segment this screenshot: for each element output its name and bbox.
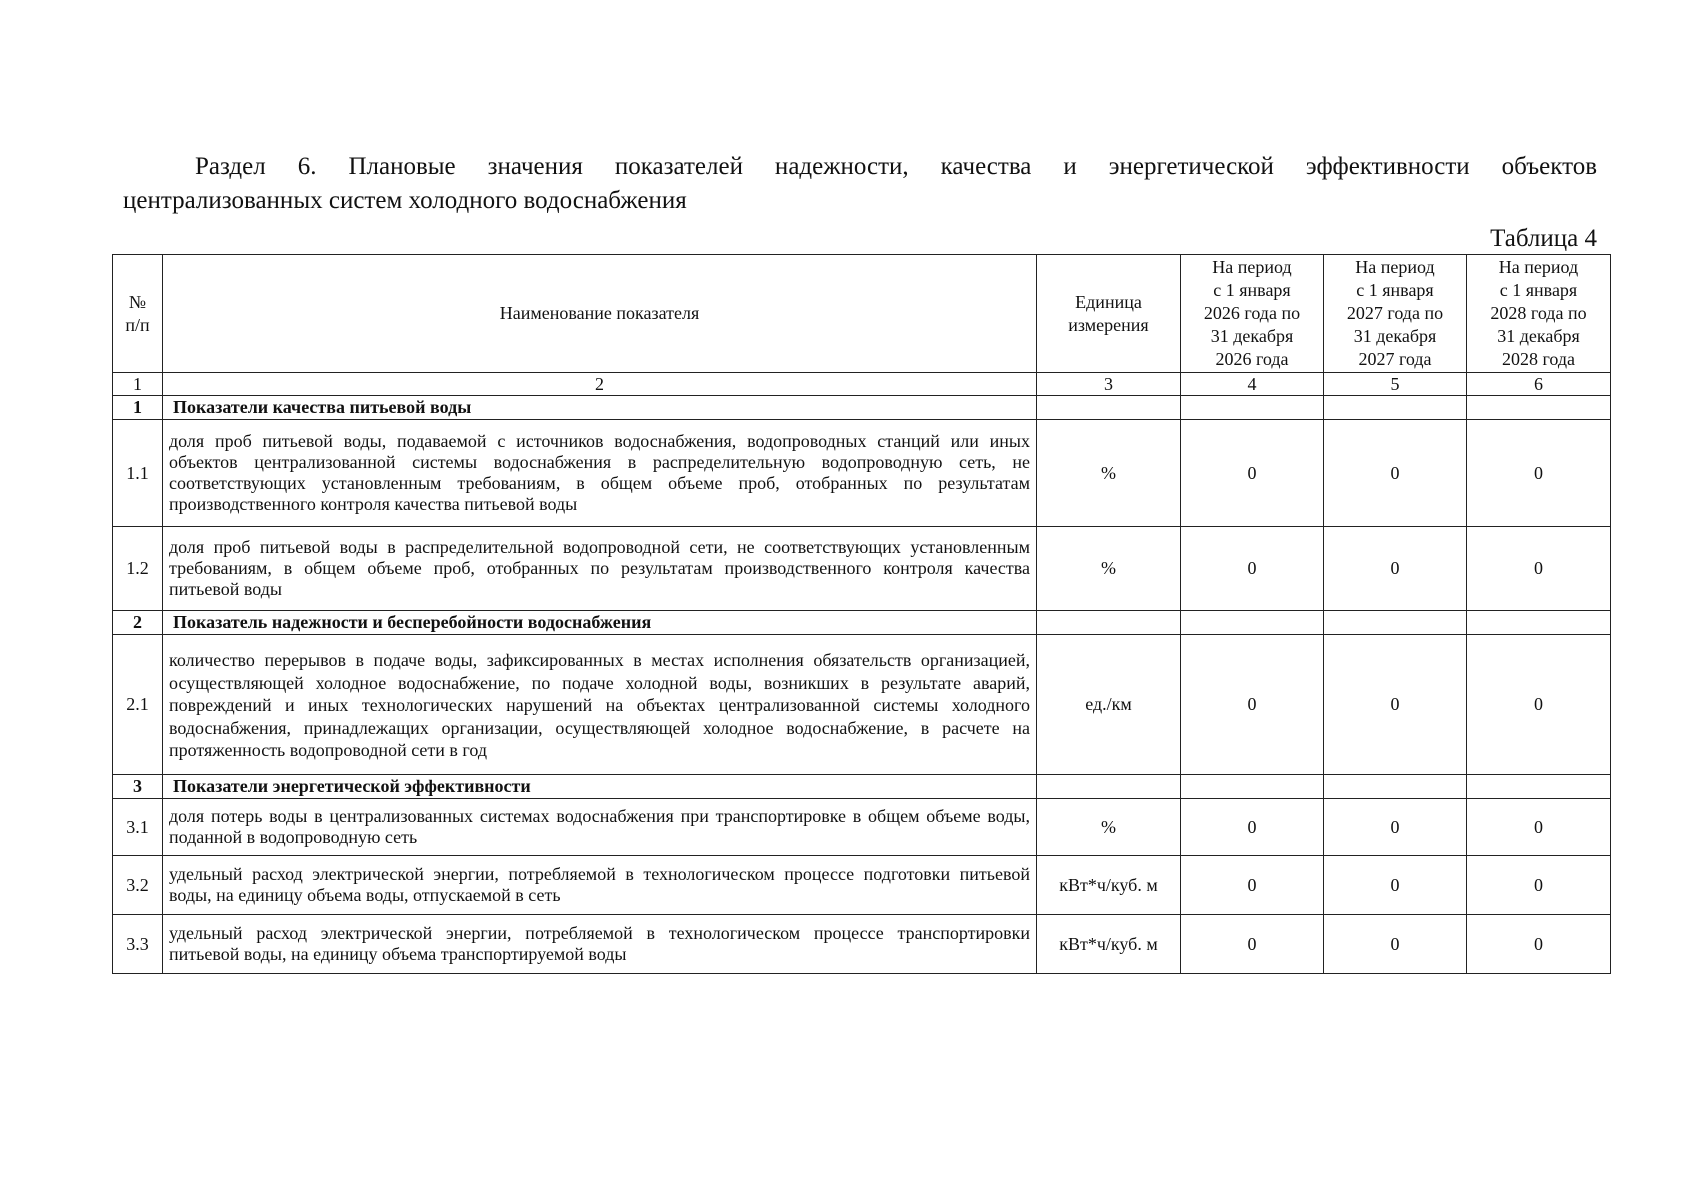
header-period-2028: На период с 1 января 2028 года по 31 декабря 2028 года xyxy=(1467,255,1611,373)
row-unit: % xyxy=(1037,799,1181,856)
row-value-2026: 0 xyxy=(1181,527,1324,611)
row-value-2027: 0 xyxy=(1324,635,1467,775)
section-name: Показатели качества питьевой воды xyxy=(163,396,1037,420)
row-unit: кВт*ч/куб. м xyxy=(1037,915,1181,974)
row-name: количество перерывов в подаче воды, зафиксированных в местах исполнения обязательств организацией, осуществляющей холодное водоснабжение, по подаче холодной воды, возникших в результате аварий, повреждений и иных технологических нарушений на объектах централизованной системы холодного водоснабжения, принадлежащих организации, осуществляющей холодное водоснабжение, в расчете на протяженность водопроводной сети в год xyxy=(163,635,1037,775)
row-value-2028: 0 xyxy=(1467,915,1611,974)
row-name: удельный расход электрической энергии, потребляемой в технологическом процессе подготовки питьевой воды, на единицу объема воды, отпускаемой в сеть xyxy=(163,856,1037,915)
section-row-energy xyxy=(113,775,1611,799)
column-number: 4 xyxy=(1181,373,1324,396)
header-row xyxy=(113,255,1611,373)
column-number: 6 xyxy=(1467,373,1611,396)
table-label: Таблица 4 xyxy=(1490,225,1597,252)
row-value-2028: 0 xyxy=(1467,856,1611,915)
row-num: 2.1 xyxy=(113,635,163,775)
row-num: 1.1 xyxy=(113,420,163,527)
section-name: Показатель надежности и бесперебойности водоснабжения xyxy=(163,611,1037,635)
column-number: 1 xyxy=(113,373,163,396)
row-value-2026: 0 xyxy=(1181,915,1324,974)
header-unit: Единица измерения xyxy=(1037,255,1181,373)
row-value-2027: 0 xyxy=(1324,799,1467,856)
page-title xyxy=(123,150,1597,218)
row-unit: % xyxy=(1037,527,1181,611)
table-row xyxy=(113,420,1611,527)
row-value-2026: 0 xyxy=(1181,635,1324,775)
indicators-table xyxy=(112,254,1611,974)
row-name: удельный расход электрической энергии, потребляемой в технологическом процессе транспортировки питьевой воды, на единицу объема транспортируемой воды xyxy=(163,915,1037,974)
table-row xyxy=(113,635,1611,775)
row-value-2026: 0 xyxy=(1181,420,1324,527)
row-num: 1.2 xyxy=(113,527,163,611)
row-num: 3.2 xyxy=(113,856,163,915)
row-value-2028: 0 xyxy=(1467,799,1611,856)
row-value-2026: 0 xyxy=(1181,856,1324,915)
table-row xyxy=(113,856,1611,915)
section-num: 1 xyxy=(113,396,163,420)
row-value-2027: 0 xyxy=(1324,915,1467,974)
row-value-2027: 0 xyxy=(1324,527,1467,611)
section-row-quality xyxy=(113,396,1611,420)
row-unit: кВт*ч/куб. м xyxy=(1037,856,1181,915)
row-value-2028: 0 xyxy=(1467,527,1611,611)
row-value-2026: 0 xyxy=(1181,799,1324,856)
header-num: № п/п xyxy=(113,255,163,373)
table-row xyxy=(113,527,1611,611)
title-line-2: централизованных систем холодного водоснабжения xyxy=(123,187,687,214)
header-period-2026: На период с 1 января 2026 года по 31 декабря 2026 года xyxy=(1181,255,1324,373)
section-row-reliability xyxy=(113,611,1611,635)
column-number: 3 xyxy=(1037,373,1181,396)
column-number: 2 xyxy=(163,373,1037,396)
header-name: Наименование показателя xyxy=(163,255,1037,373)
row-value-2027: 0 xyxy=(1324,420,1467,527)
column-number: 5 xyxy=(1324,373,1467,396)
row-name: доля проб питьевой воды в распределительной водопроводной сети, не соответствующих установленным требованиям, в общем объеме проб, отобранных по результатам производственного контроля качества питьевой воды xyxy=(163,527,1037,611)
table-row xyxy=(113,799,1611,856)
header-period-2027: На период с 1 января 2027 года по 31 декабря 2027 года xyxy=(1324,255,1467,373)
column-number-row xyxy=(113,373,1611,396)
title-line-1: Раздел 6. Плановые значения показателей надежности, качества и энергетической эффективности объектов xyxy=(195,153,1597,180)
row-value-2028: 0 xyxy=(1467,635,1611,775)
row-num: 3.3 xyxy=(113,915,163,974)
section-num: 3 xyxy=(113,775,163,799)
section-num: 2 xyxy=(113,611,163,635)
row-value-2028: 0 xyxy=(1467,420,1611,527)
row-unit: ед./км xyxy=(1037,635,1181,775)
row-unit: % xyxy=(1037,420,1181,527)
section-name: Показатели энергетической эффективности xyxy=(163,775,1037,799)
row-name: доля потерь воды в централизованных системах водоснабжения при транспортировке в общем объеме воды, поданной в водопроводную сеть xyxy=(163,799,1037,856)
table-row xyxy=(113,915,1611,974)
row-name: доля проб питьевой воды, подаваемой с источников водоснабжения, водопроводных станций или иных объектов централизованной системы водоснабжения в распределительную водопроводную сеть, не соответствующих установленным требованиям, в общем объеме проб, отобранных по результатам производственного контроля качества питьевой воды xyxy=(163,420,1037,527)
row-value-2027: 0 xyxy=(1324,856,1467,915)
row-num: 3.1 xyxy=(113,799,163,856)
